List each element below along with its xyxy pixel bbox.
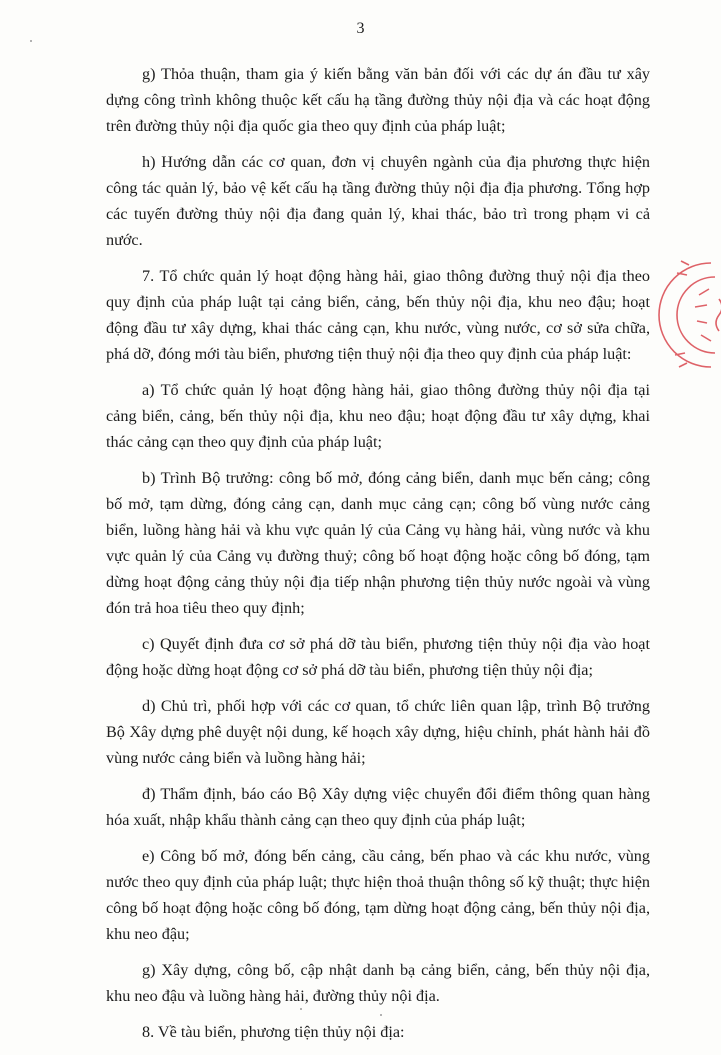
scan-speck xyxy=(300,1008,302,1010)
paragraph-7g: g) Xây dựng, công bố, cập nhật danh bạ cảng biển, cảng, bến thủy nội địa, khu neo đậu và luồng hàng hải, đường thủy nội địa. xyxy=(106,961,650,1005)
paragraph-g-agreement: g) Thỏa thuận, tham gia ý kiến bằng văn bản đối với các dự án đầu tư xây dựng công trình không thuộc kết cấu hạ tầng đường thủy nội địa và các hoạt động trên đường thủy nội địa quốc gia theo quy định của pháp luật; xyxy=(106,65,650,135)
document-body xyxy=(106,61,650,1055)
paragraph-7e: e) Công bố mở, đóng bến cảng, cầu cảng, bến phao và các khu nước, vùng nước theo quy định của pháp luật; thực hiện thoả thuận thông số kỹ thuật; thực hiện công bố hoạt động hoặc công bố đóng, tạm dừng hoạt động cảng, bến thủy nội địa, khu neo đậu; xyxy=(106,847,650,943)
paragraph-7a: a) Tổ chức quản lý hoạt động hàng hải, giao thông đường thủy nội địa tại cảng biển, cảng, bến thủy nội địa, khu neo đậu; hoạt động đầu tư xây dựng, khai thác cảng cạn theo quy định của pháp luật; xyxy=(106,381,650,451)
paragraph-h-guidance: h) Hướng dẫn các cơ quan, đơn vị chuyên ngành của địa phương thực hiện công tác quản lý, bảo vệ kết cấu hạ tầng đường thủy nội địa địa phương. Tổng hợp các tuyến đường thủy nội địa đang quản lý, khai thác, bảo trì trong phạm vi cả nước. xyxy=(106,153,650,249)
red-seal-stamp xyxy=(671,255,721,375)
paragraph-7c: c) Quyết định đưa cơ sở phá dỡ tàu biển, phương tiện thủy nội địa vào hoạt động hoặc dừng hoạt động cơ sở phá dỡ tàu biển, phương tiện thủy nội địa; xyxy=(106,635,650,679)
page-number: 3 xyxy=(356,20,365,37)
paragraph-7dd: đ) Thẩm định, báo cáo Bộ Xây dựng việc chuyển đổi điểm thông quan hàng hóa xuất, nhập khẩu thành cảng cạn theo quy định của pháp luật; xyxy=(106,785,650,829)
scan-speck xyxy=(30,40,32,42)
paragraph-7b: b) Trình Bộ trưởng: công bố mở, đóng cảng biển, danh mục bến cảng; công bố mở, tạm dừng, đóng cảng cạn, danh mục cảng cạn; công bố vùng nước cảng biển, luồng hàng hải và khu vực quản lý của Cảng vụ hàng hải, vùng nước và khu vực quản lý của Cảng vụ đường thuỷ; công bố hoạt động hoặc công bố đóng, tạm dừng hoạt động cảng thủy nội địa tiếp nhận phương tiện thủy nước ngoài và vùng đón trả hoa tiêu theo quy định; xyxy=(106,469,650,617)
paragraph-7-port-management: 7. Tổ chức quản lý hoạt động hàng hải, giao thông đường thuỷ nội địa theo quy định của pháp luật tại cảng biển, cảng, bến thủy nội địa, khu neo đậu; hoạt động đầu tư xây dựng, khai thác cảng cạn, khu nước, vùng nước, cơ sở sửa chữa, phá dỡ, đóng mới tàu biển, phương tiện thuỷ nội địa theo quy định của pháp luật: xyxy=(106,267,650,363)
paragraph-8-vessels: 8. Về tàu biển, phương tiện thủy nội địa: xyxy=(142,1023,405,1041)
scan-speck xyxy=(380,1014,382,1016)
paragraph-7d: d) Chủ trì, phối hợp với các cơ quan, tổ chức liên quan lập, trình Bộ trưởng Bộ Xây dựng phê duyệt nội dung, kế hoạch xây dựng, hiệu chỉnh, phát hành hải đồ vùng nước cảng biển và luồng hàng hải; xyxy=(106,697,650,767)
